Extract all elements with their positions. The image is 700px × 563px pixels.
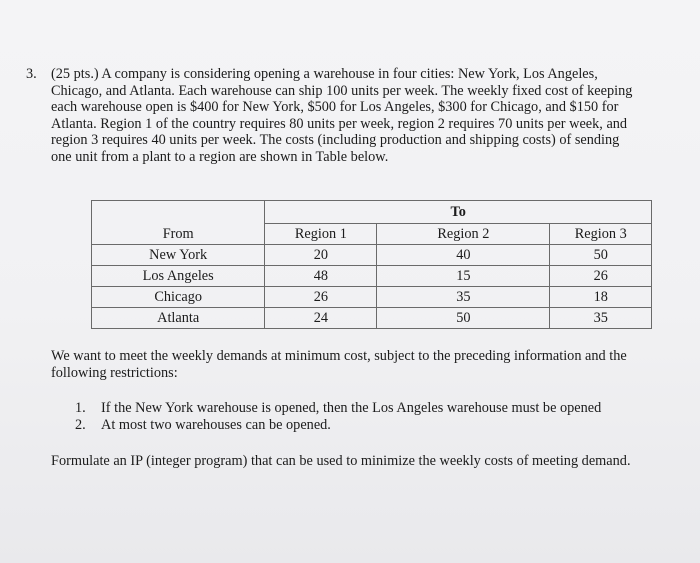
table-row [92, 308, 652, 329]
table-row [92, 245, 652, 266]
cost-table [91, 200, 652, 329]
list-item-number: 2. [75, 416, 86, 433]
cost-cell: 50 [377, 308, 550, 329]
header-region-1: Region 1 [265, 224, 377, 245]
cost-cell: 26 [265, 287, 377, 308]
cost-cell: 15 [377, 266, 550, 287]
list-item-text: At most two warehouses can be opened. [101, 416, 331, 433]
cost-cell: 40 [377, 245, 550, 266]
header-region-2: Region 2 [377, 224, 550, 245]
question-line: each warehouse open is $400 for New York, $500 for Los Angeles, $300 for Chicago, and $150 for [51, 99, 619, 116]
header-region-3: Region 3 [550, 224, 652, 245]
cost-cell: 35 [377, 287, 550, 308]
restrictions-list [75, 400, 601, 433]
header-from: From [92, 224, 265, 245]
question-line: Chicago, and Atlanta. Each warehouse can ship 100 units per week. The weekly fixed cost of keeping [51, 82, 633, 99]
cost-cell: 50 [550, 245, 652, 266]
row-city: Atlanta [92, 308, 265, 329]
cost-cell: 35 [550, 308, 652, 329]
question-text [51, 66, 671, 166]
cost-cell: 20 [265, 245, 377, 266]
list-item-number: 1. [75, 400, 86, 416]
row-city: Chicago [92, 287, 265, 308]
question-block [26, 66, 676, 166]
question-line: one unit from a plant to a region are shown in Table below. [51, 148, 389, 165]
cost-cell: 18 [550, 287, 652, 308]
task-statement: Formulate an IP (integer program) that can be used to minimize the weekly costs of meeting demand. [51, 453, 631, 469]
list-item-text: If the New York warehouse is opened, then the Los Angeles warehouse must be opened [101, 400, 602, 416]
question-number: 3. [26, 66, 37, 82]
table-to-header: To [265, 201, 652, 224]
row-city: New York [92, 245, 265, 266]
intro-line: We want to meet the weekly demands at minimum cost, subject to the preceding information and the [51, 348, 627, 364]
table-corner-cell [92, 201, 265, 224]
list-item [75, 400, 601, 417]
intro-line: following restrictions: [51, 364, 178, 381]
restrictions-intro [51, 348, 671, 381]
question-line: region 3 requires 40 units per week. The costs (including production and shipping costs) of sending [51, 132, 620, 149]
cost-cell: 26 [550, 266, 652, 287]
cost-cell: 48 [265, 266, 377, 287]
cost-cell: 24 [265, 308, 377, 329]
table-to-row [92, 201, 652, 224]
table-row [92, 266, 652, 287]
question-line: (25 pts.) A company is considering opening a warehouse in four cities: New York, Los Angeles, [51, 66, 598, 82]
row-city: Los Angeles [92, 266, 265, 287]
list-item [75, 417, 601, 434]
table-header-row [92, 224, 652, 245]
question-line: Atlanta. Region 1 of the country requires 80 units per week, region 2 requires 70 units per week, and [51, 115, 628, 132]
table-row [92, 287, 652, 308]
